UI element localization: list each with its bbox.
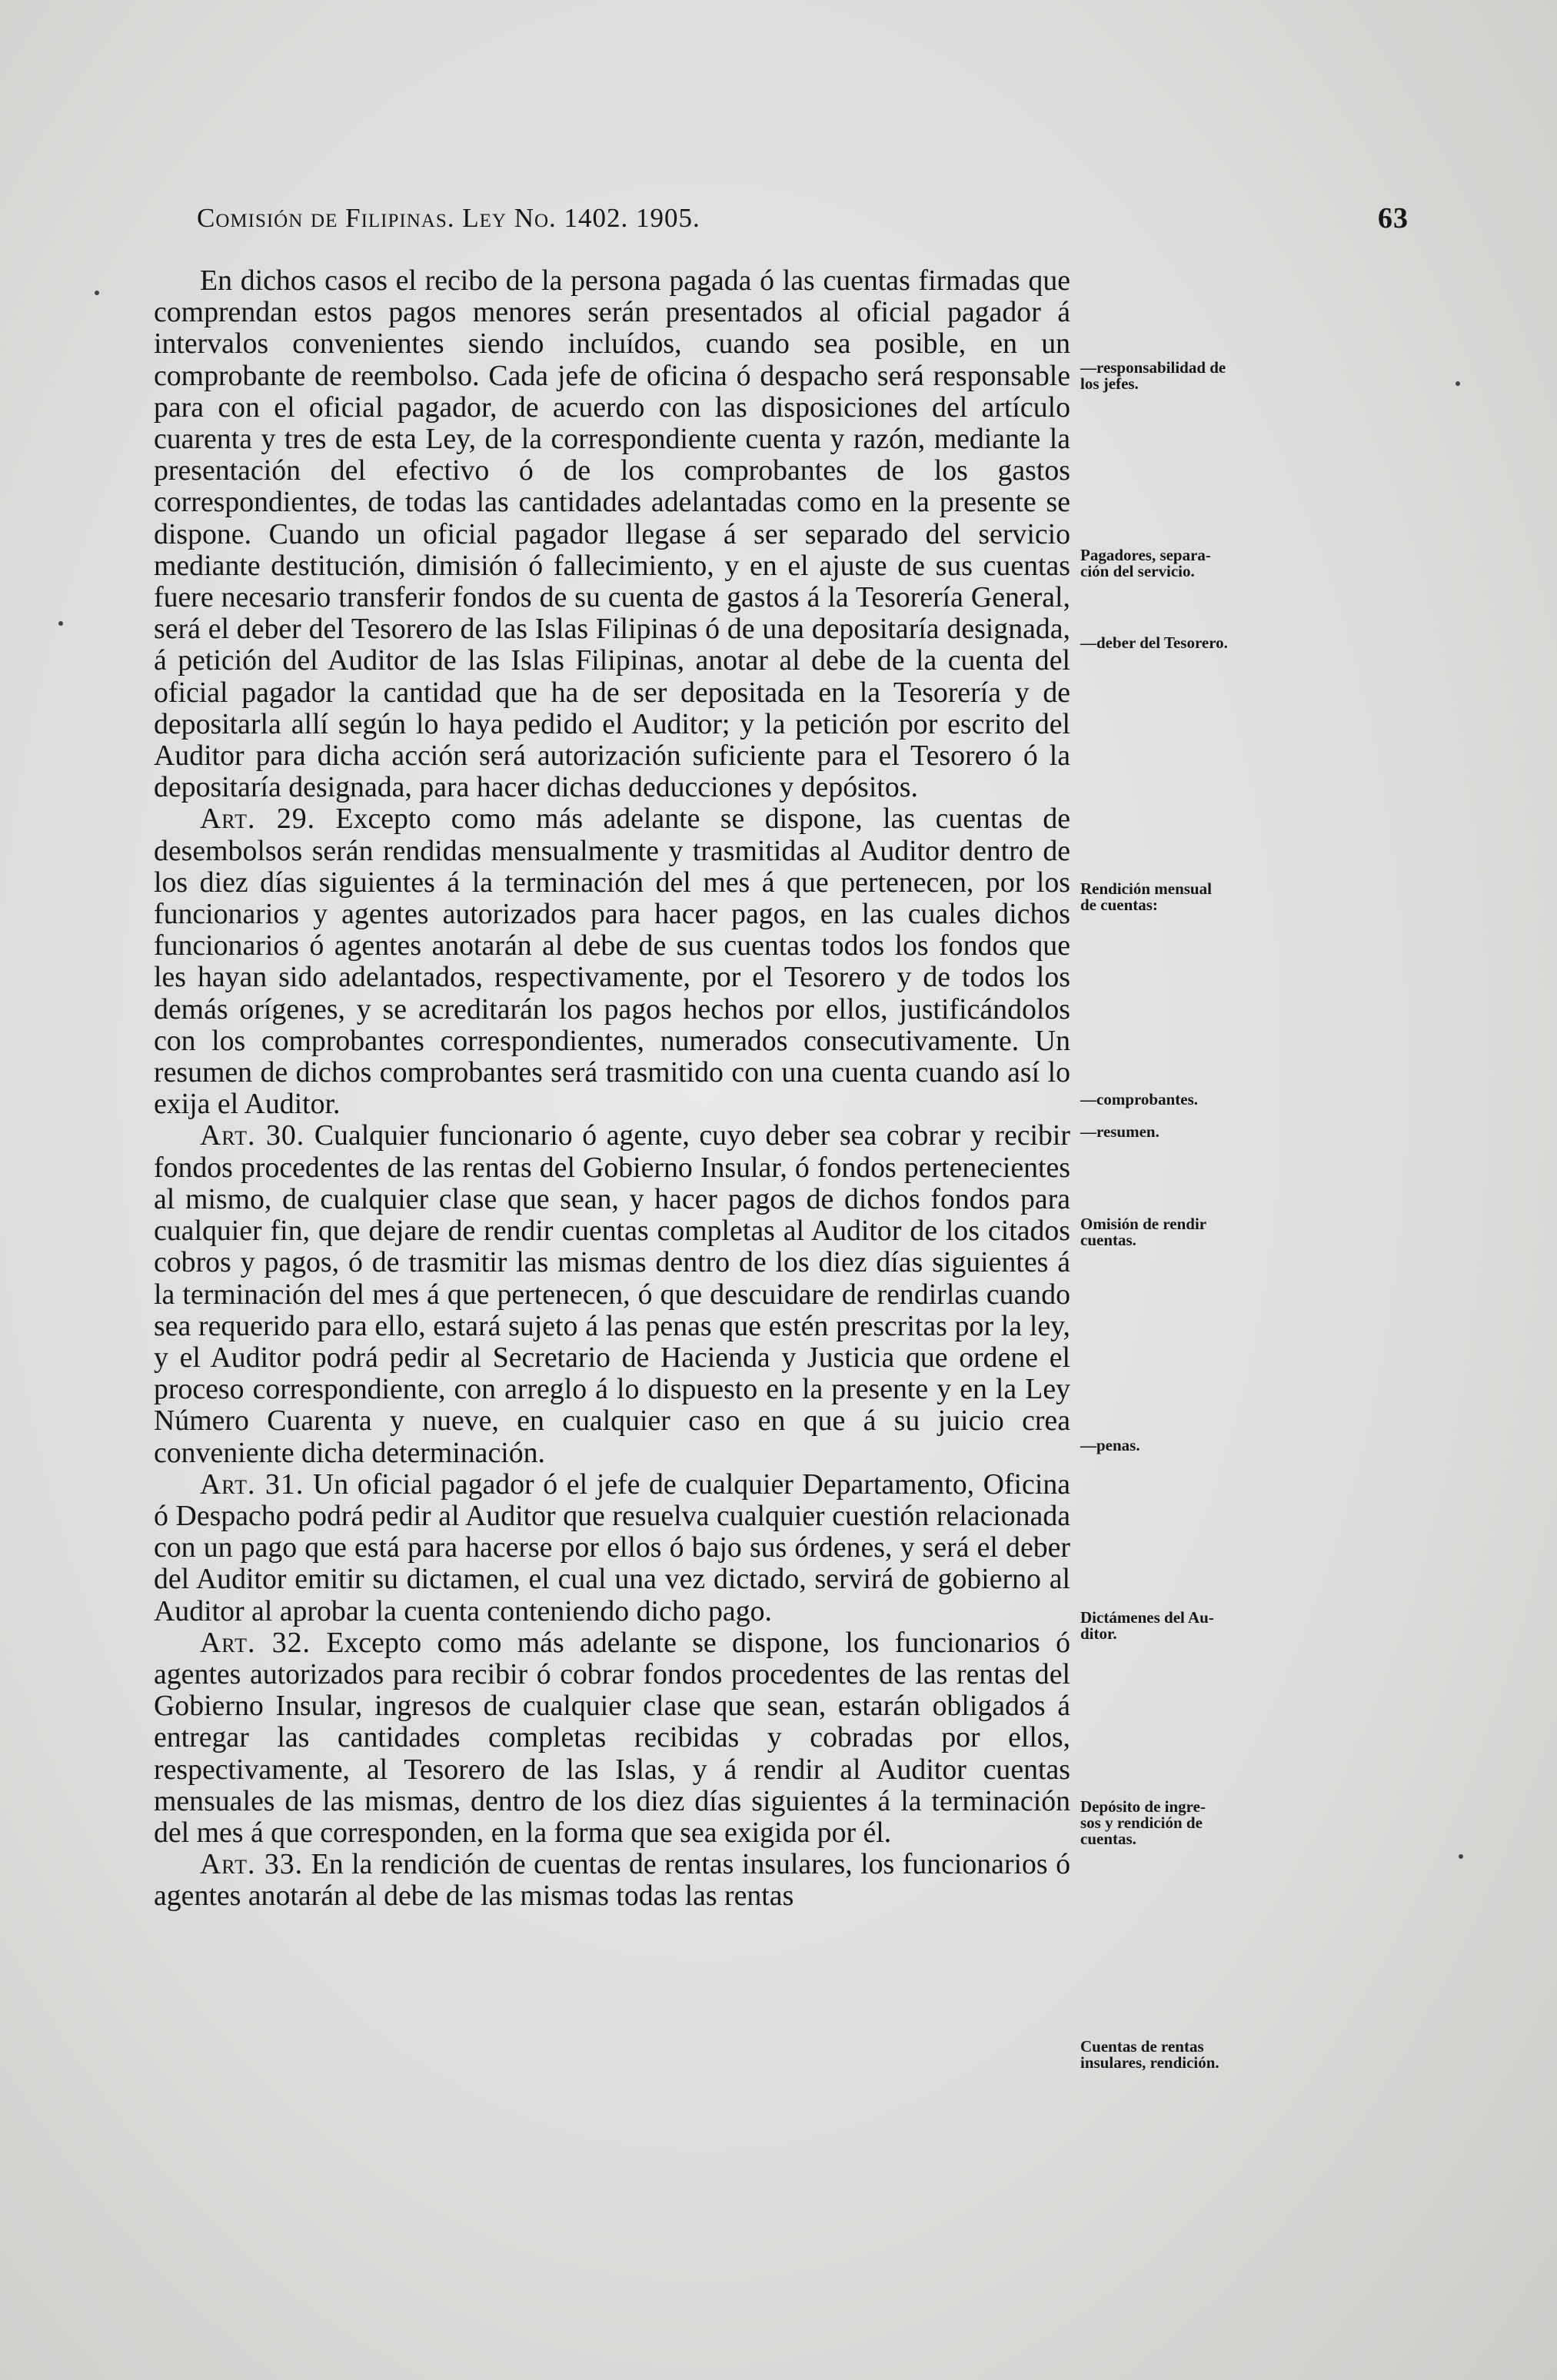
margin-note-line: ditor. [1080,1624,1117,1643]
margin-note-line: —deber del Tesorero. [1080,633,1228,652]
margin-note-line: Cuentas de rentas [1080,2037,1204,2056]
article-31 [154,1469,1070,1627]
margin-note-tesorero [1080,635,1311,651]
article-30-label: Art. 30. [200,1119,305,1152]
scan-speck [58,621,63,626]
scan-speck [1456,381,1460,386]
margin-note-comprobantes [1080,1092,1311,1108]
article-31-label: Art. 31. [200,1468,304,1501]
margin-note-resumen [1080,1124,1311,1140]
margin-note-line: Dictámenes del Au- [1080,1608,1214,1627]
margin-note-line: —resumen. [1080,1122,1159,1141]
scan-speck [1459,1854,1463,1859]
article-33 [154,1849,1070,1912]
margin-note-line: insulares, rendición. [1080,2053,1219,2072]
article-29 [154,803,1070,1120]
article-31-text: Un oficial pagador ó el jefe de cualquier Departamento, Oficina ó Despacho podrá pedir al Auditor que resuelva cualquier cuestión relacionada con un pago que está para hacerse por ellos ó bajo sus órdenes, y será el deber del Auditor emitir su dictamen, el cual una vez dictado, servirá de gobierno al Auditor al aprobar la cuenta conteniendo dicho pago. [154,1468,1071,1627]
article-32 [154,1627,1070,1849]
margin-note-penas [1080,1438,1311,1454]
page-number: 63 [1378,202,1409,234]
margin-note-line: —penas. [1080,1436,1140,1454]
margin-note-line: —responsabilidad de [1080,358,1226,377]
article-29-text: Excepto como más adelante se dispone, las cuentas de desembolsos serán rendidas mensualmente y trasmitidas al Auditor dentro de los diez días siguientes á la terminación del mes á que pertenecen, por los funcionarios y agentes autorizados para hacer pagos, en las cuales dichos funcionarios ó agentes anotarán al debe de sus cuentas todos los fondos que les hayan sido adelantados, respectivamente, por el Tesorero y de todos los demás orígenes, y se acreditarán los pagos hechos por ellos, justificándolos con los comprobantes correspondientes, numerados consecutivamente. Un resumen de dichos comprobantes será trasmitido con una cuenta cuando así lo exija el Auditor. [154,803,1071,1121]
article-32-text: Excepto como más adelante se dispone, los funcionarios ó agentes autorizados para recibir ó cobrar fondos procedentes de las rentas del Gobierno Insular, ingresos de cualquier clase que sean, estarán obligados á entregar las cantidades completas recibidas y cobradas por ellos, respectivamente, al Tesorero de las Islas, y á rendir al Auditor cuentas mensuales de las mismas, dentro de los diez días siguientes á la terminación del mes á que corresponden, en la forma que sea exigida por él. [154,1626,1070,1849]
paragraph-continuation: En dichos casos el recibo de la persona pagada ó las cuentas firmadas que comprendan estos pagos menores serán presentados al oficial pagador á intervalos convenientes siendo incluídos, cuando sea posible, en un comprobante de reembolso. Cada jefe de oficina ó despacho será responsable para con el oficial pagador, de acuerdo con las disposiciones del artículo cuarenta y tres de esta Ley, de la correspondiente cuenta y razón, mediante la presentación del efectivo ó de los comprobantes de los gastos correspondientes, de todas las cantidades adelantadas como en la presente se dispone. Cuando un oficial pagador llegase á ser separado del servicio mediante destitución, dimisión ó fallecimiento, y en el ajuste de sus cuentas fuere necesario transferir fondos de su cuenta de gastos á la Tesorería General, será el deber del Tesorero de las Islas Filipinas ó de una depositaría designada, á petición del Auditor de las Islas Filipinas, anotar al debe de la cuenta del oficial pagador la cantidad que ha de ser depositada en la Tesorería y de depositarla allí según lo haya pedido el Auditor; y la petición por escrito del Auditor para dicha acción será autorización suficiente para el Tesorero ó la depositaría designada, para hacer dichas deducciones y depósitos. [154,264,1070,804]
article-29-label: Art. 29. [200,803,316,836]
margin-note-line: cuentas. [1080,1231,1136,1249]
margin-note-line: ción del servicio. [1080,562,1195,580]
article-30-text: Cualquier funcionario ó agente, cuyo deber sea cobrar y recibir fondos procedentes de las rentas del Gobierno Insular, ó fondos pertenecientes al mismo, de cualquier clase que sean, y hacer pagos de dichos fondos para cualquier fin, que dejare de rendir cuentas completas al Auditor de los citados cobros y pagos, ó de trasmitir las mismas dentro de los diez días siguientes á la terminación del mes á que pertenecen, ó que descuidare de rendirlas cuando sea requerido para ello, estará sujeto á las penas que estén prescritas por la ley, y el Auditor podrá pedir al Secretario de Hacienda y Justicia que ordene el proceso correspondiente, con arreglo á lo dispuesto en la presente y en la Ley Número Cuarenta y nueve, en cualquier caso en que á su juicio crea conveniente dicha determinación. [154,1119,1071,1469]
running-head: Comisión de Filipinas. Ley No. 1402. 1905. [197,203,700,233]
article-33-text: En la rendición de cuentas de rentas insulares, los funcionarios ó agentes anotarán al debe de las mismas todas las rentas [154,1848,1070,1913]
margin-note-line: cuentas. [1080,1830,1136,1848]
margin-note-line: Rendición mensual [1080,879,1212,898]
margin-note-line: de cuentas: [1080,896,1158,914]
margin-note-line: sos y rendición de [1080,1813,1203,1832]
margin-note-line: Pagadores, separa- [1080,546,1211,564]
article-32-label: Art. 32. [200,1626,311,1659]
scan-speck [95,291,99,295]
body-text [154,265,1070,1913]
margin-note-dictamenes [1080,1610,1311,1642]
margin-note-deposito [1080,1799,1311,1847]
margin-note-rendicion-mensual [1080,881,1311,913]
margin-note-line: los jefes. [1080,374,1139,393]
margin-note-pagadores [1080,547,1311,580]
margin-note-responsabilidad [1080,360,1311,392]
margin-note-omision [1080,1216,1311,1248]
article-30 [154,1120,1070,1468]
margin-note-line: —comprobantes. [1080,1090,1199,1109]
margin-note-line: Omisión de rendir [1080,1215,1207,1233]
margin-note-cuentas-rentas [1080,2039,1311,2071]
article-33-label: Art. 33. [200,1848,304,1881]
margin-note-line: Depósito de ingre- [1080,1797,1206,1816]
